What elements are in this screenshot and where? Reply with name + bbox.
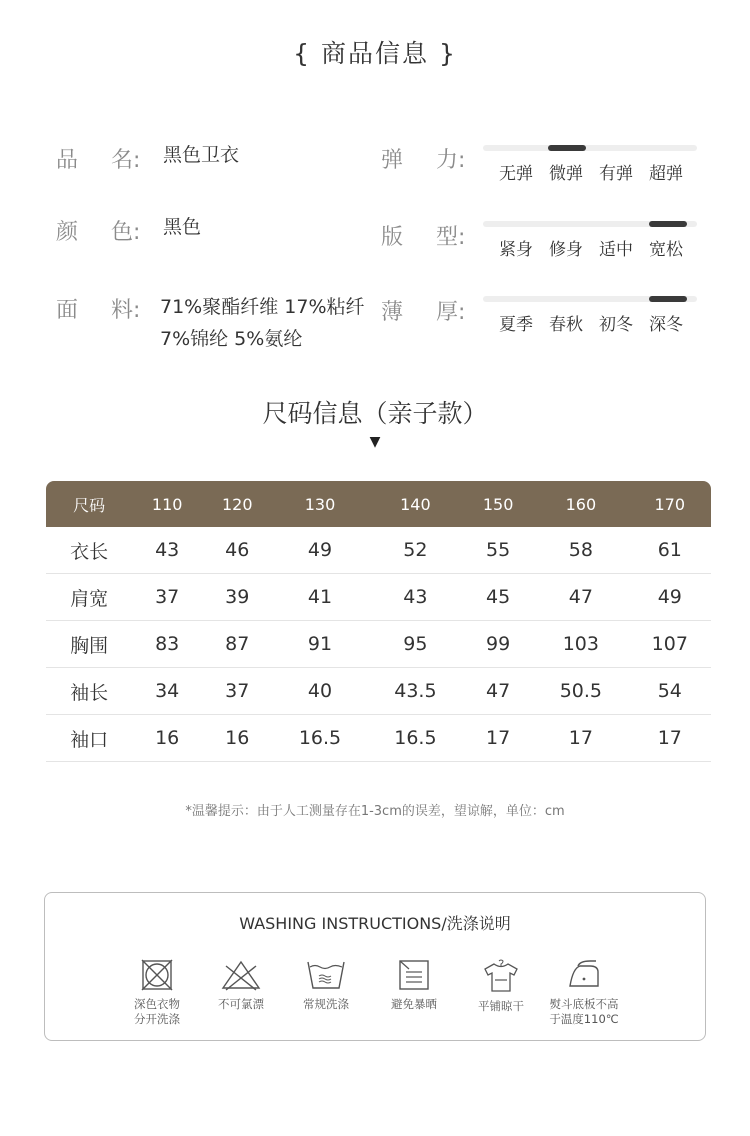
header-cell: 110 [132,481,202,527]
thickness-track [483,296,697,302]
avoid-sun-icon [397,958,431,992]
fabric-value-line1: 71%聚酯纤维 17%粘纤 [160,296,365,318]
wash-item-label: 常规洗涤 [303,997,349,1011]
thickness-options [491,310,705,335]
row-label: 袖口 [46,715,132,762]
wash-item [114,958,200,1027]
table-cell: 41 [272,574,367,621]
thickness-scale [483,296,705,335]
option-label: 紧身 [499,240,533,260]
size-table-header [46,481,711,527]
row-label: 肩宽 [46,574,132,621]
wash-item [283,958,369,1012]
table-cell: 95 [368,621,463,668]
no-tumble-dry-icon [140,958,174,992]
option-label: 超弹 [649,164,683,184]
name-label: 品 名: [56,148,141,173]
table-cell: 47 [463,668,533,715]
iron-icon [564,958,604,992]
table-cell: 16.5 [272,715,367,762]
table-row [46,668,711,715]
table-row [46,715,711,762]
thickness-selected-marker [649,296,687,302]
fabric-label: 面 料: [56,298,141,323]
down-arrow-icon: ▼ [369,434,381,450]
table-cell: 103 [533,621,628,668]
header-cell: 120 [202,481,272,527]
washing-title: WASHING INSTRUCTIONS/洗涤说明 [239,914,511,933]
normal-wash-icon [305,958,347,992]
table-cell: 47 [533,574,628,621]
header-cell: 尺码 [46,481,132,527]
size-info-title: 尺码信息（亲子款） [262,399,488,428]
table-cell: 87 [202,621,272,668]
table-cell: 49 [629,574,711,621]
fit-scale [483,221,705,260]
no-bleach-icon [220,958,262,992]
table-cell: 37 [202,668,272,715]
wash-item-label: 熨斗底板不高 于温度110℃ [549,997,619,1026]
color-value: 黑色 [163,216,202,238]
option-label: 深冬 [649,315,683,335]
table-cell: 40 [272,668,367,715]
wash-item-label: 避免暴晒 [391,997,437,1011]
elasticity-track [483,145,697,151]
table-cell: 17 [533,715,628,762]
header-cell: 160 [533,481,628,527]
option-label: 春秋 [549,315,583,335]
header-cell: 170 [629,481,711,527]
table-cell: 43 [368,574,463,621]
option-label: 无弹 [499,164,533,184]
table-cell: 61 [629,527,711,574]
table-cell: 39 [202,574,272,621]
table-row [46,621,711,668]
measurement-note: *温馨提示：由于人工测量存在1-3cm的误差，望谅解，单位：cm [185,804,565,819]
color-label: 颜 色: [56,220,141,245]
fit-label: 版 型: [381,225,466,250]
option-label: 微弹 [549,164,583,184]
table-cell: 43 [132,527,202,574]
table-cell: 99 [463,621,533,668]
table-cell: 16 [202,715,272,762]
row-label: 胸围 [46,621,132,668]
option-label: 宽松 [649,240,683,260]
product-info-title: { 商品信息 } [293,39,457,68]
table-cell: 58 [533,527,628,574]
fit-track [483,221,697,227]
header-cell: 130 [272,481,367,527]
table-cell: 50.5 [533,668,628,715]
wash-item [198,958,284,1012]
thickness-label: 薄 厚: [381,300,466,325]
row-label: 袖长 [46,668,132,715]
table-cell: 83 [132,621,202,668]
table-cell: 16.5 [368,715,463,762]
wash-item-label: 不可氯漂 [218,997,264,1011]
table-row [46,574,711,621]
table-cell: 45 [463,574,533,621]
fabric-value-line2: 7%锦纶 5%氨纶 [160,328,303,350]
size-table [46,481,711,762]
elasticity-scale [483,145,705,184]
option-label: 有弹 [599,164,633,184]
flat-dry-icon [481,958,521,994]
table-cell: 49 [272,527,367,574]
fit-selected-marker [649,221,687,227]
header-cell: 140 [368,481,463,527]
wash-item [371,958,457,1012]
table-cell: 43.5 [368,668,463,715]
elasticity-selected-marker [548,145,586,151]
wash-item [541,958,627,1027]
elasticity-label: 弹 力: [381,148,466,173]
table-cell: 34 [132,668,202,715]
table-cell: 107 [629,621,711,668]
wash-item [458,958,544,1014]
table-cell: 16 [132,715,202,762]
option-label: 初冬 [599,315,633,335]
fit-options [491,235,705,260]
row-label: 衣长 [46,527,132,574]
option-label: 修身 [549,240,583,260]
name-value: 黑色卫衣 [163,144,240,166]
table-cell: 17 [629,715,711,762]
table-cell: 54 [629,668,711,715]
header-cell: 150 [463,481,533,527]
wash-item-label: 深色衣物 分开洗涤 [134,997,180,1026]
option-label: 夏季 [499,315,533,335]
table-cell: 91 [272,621,367,668]
table-row [46,527,711,574]
table-cell: 17 [463,715,533,762]
wash-item-label: 平铺晾干 [478,999,524,1013]
table-cell: 37 [132,574,202,621]
option-label: 适中 [599,240,633,260]
elasticity-options [491,159,705,184]
table-cell: 46 [202,527,272,574]
table-cell: 52 [368,527,463,574]
table-cell: 55 [463,527,533,574]
